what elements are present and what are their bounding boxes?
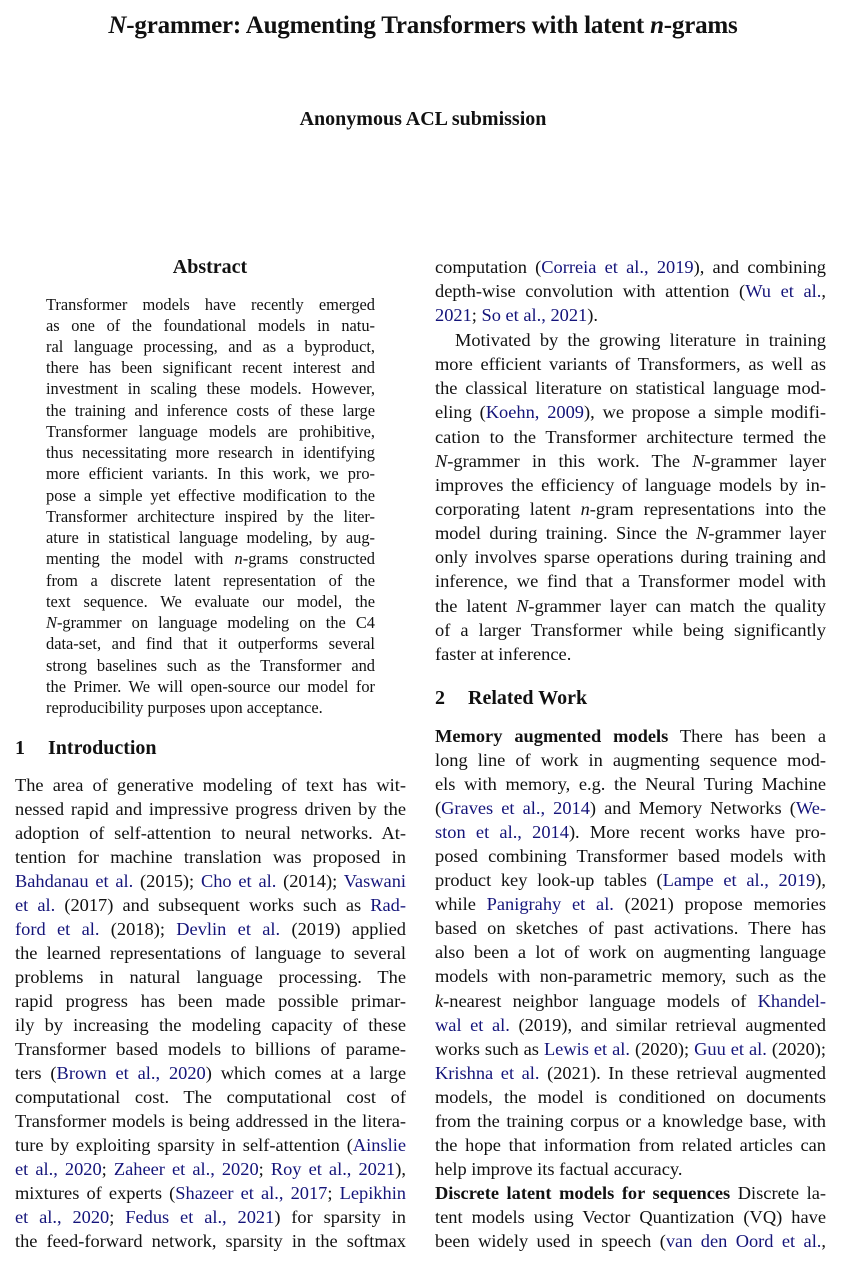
related-line: [435, 724, 826, 748]
text-run: ) and Memory Networks (: [589, 798, 796, 818]
related-line: long line of work in augmenting sequence mod-: [435, 750, 826, 770]
text-run: ;: [258, 1159, 271, 1179]
related-line: [435, 1229, 826, 1253]
citation-link[interactable]: Lepikhin: [339, 1183, 407, 1203]
abstract-line: [46, 548, 375, 569]
intro-line: [15, 1205, 406, 1229]
citation-link[interactable]: Devlin et al.: [176, 919, 281, 939]
text-run: (2019), and similar retrieval augmented: [509, 1015, 826, 1035]
intro-line: improves the efficiency of language models by in-: [435, 475, 826, 495]
related-line: [435, 1037, 826, 1061]
intro-line: ily by increasing the modeling capacity of these: [15, 1015, 406, 1035]
intro-line: [15, 1157, 406, 1181]
intro-line: computational cost. The computational cost of: [15, 1087, 406, 1107]
abstract-line: text sequence. We evaluate our model, the: [46, 592, 375, 611]
math-N: N: [696, 523, 709, 543]
math-n: n: [234, 549, 243, 568]
text-run: (: [435, 798, 442, 818]
intro-line: [435, 303, 826, 327]
citation-link[interactable]: et al., 2020: [15, 1207, 110, 1227]
text-run: menting the model with: [46, 549, 235, 568]
citation-link[interactable]: Panigrahy et al.: [486, 894, 614, 914]
citation-link[interactable]: Lewis et al.: [543, 1039, 630, 1059]
text-run: -grammer in this work. The: [447, 451, 693, 471]
intro-line: tention for machine translation was proposed in: [15, 847, 406, 867]
abstract-line: as one of the foundational models in natu-: [46, 316, 375, 335]
intro-line: the feed-forward network, sparsity in the softmax: [15, 1231, 406, 1251]
abstract-heading: Abstract: [172, 256, 248, 278]
author-line: Anonymous ACL submission: [299, 108, 547, 130]
related-line: [435, 820, 826, 844]
abstract-line: strong baselines such as the Transformer and: [46, 656, 375, 675]
related-line: tent models using Vector Quantization (VQ) have: [435, 1207, 826, 1227]
text-run: ;: [101, 1159, 114, 1179]
related-line: from the training corpus or a knowledge base, with: [435, 1111, 826, 1131]
text-run: corporating latent: [435, 499, 581, 519]
citation-link[interactable]: Krishna et al.: [435, 1063, 540, 1083]
text-run: ,: [821, 281, 826, 301]
intro-line: adoption of self-attention to neural networks. At-: [15, 823, 406, 843]
section-heading-related-work: [435, 685, 587, 711]
intro-line: inference, we find that a Transformer model with: [435, 571, 826, 591]
related-line: also been a lot of work on augmenting language: [435, 942, 826, 962]
related-line: [435, 796, 826, 820]
text-run: -nearest neighbor language models of: [443, 991, 758, 1011]
related-line: posed combining Transformer based models with: [435, 846, 826, 866]
intro-line: [435, 279, 826, 303]
text-run: ).: [587, 305, 598, 325]
intro-line: faster at inference.: [435, 644, 572, 664]
text-run: (2021). In these retrieval augmented: [539, 1063, 826, 1083]
intro-line: the classical literature on statistical language mod-: [435, 378, 826, 398]
intro-line: [15, 1133, 406, 1157]
text-run: computation (: [435, 257, 542, 277]
text-run: product key look-up tables (: [435, 870, 663, 890]
text-run: ;: [109, 1207, 126, 1227]
citation-link[interactable]: Correia et al., 2019: [541, 257, 694, 277]
citation-link[interactable]: Roy et al., 2021: [270, 1159, 396, 1179]
citation-link[interactable]: Fedus et al., 2021: [125, 1207, 275, 1227]
intro-line: problems in natural language processing. The: [15, 967, 406, 987]
text-run: ;: [327, 1183, 340, 1203]
math-N: N: [692, 451, 705, 471]
section-number: 1: [15, 737, 25, 759]
section-number: 2: [435, 687, 445, 709]
text-run: -grammer on language modeling on the C4: [56, 613, 375, 632]
related-line: [435, 892, 826, 916]
text-run: ,: [821, 1231, 827, 1251]
related-line: els with memory, e.g. the Neural Turing Machine: [435, 774, 826, 794]
abstract-line: the Primer. We will open-source our model for: [46, 677, 375, 696]
math-N: N: [516, 596, 529, 616]
abstract-line: thus necessitating more research in identifying: [46, 443, 375, 462]
abstract-line: Transformer architecture inspired by the liter-: [46, 507, 375, 526]
citation-link[interactable]: Cho et al.: [200, 871, 277, 891]
text-run: the latent: [435, 596, 517, 616]
citation-link[interactable]: Lampe et al., 2019: [662, 870, 816, 890]
citation-link[interactable]: van den Oord et al.: [665, 1231, 822, 1251]
citation-link[interactable]: et al., 2020: [15, 1159, 102, 1179]
intro-line: only involves sparse operations during training and: [435, 547, 826, 567]
section-heading-introduction: [15, 735, 157, 761]
intro-line: [15, 869, 406, 893]
citation-link[interactable]: Guu et al.: [694, 1039, 767, 1059]
text-run: ters (: [15, 1063, 57, 1083]
related-line: the hope that information from related articles can: [435, 1135, 826, 1155]
citation-link[interactable]: So et al., 2021: [481, 305, 588, 325]
text-run: ). More recent works have pro-: [568, 822, 826, 842]
intro-line: [435, 255, 826, 279]
citation-link[interactable]: et al.: [15, 895, 56, 915]
intro-line: Motivated by the growing literature in training: [455, 330, 826, 350]
text-run: -grams constructed: [242, 549, 375, 568]
citation-link[interactable]: wal et al.: [435, 1015, 510, 1035]
abstract-line: Transformer models have recently emerged: [46, 295, 375, 314]
intro-line: Transformer based models to billions of parame-: [15, 1039, 406, 1059]
text-run: ),: [395, 1159, 406, 1179]
intro-line: [435, 594, 826, 618]
intro-line: [435, 521, 826, 545]
related-line: [435, 989, 826, 1013]
text-run: (2019) applied: [280, 919, 406, 939]
citation-link[interactable]: Vaswani: [343, 871, 406, 891]
text-run: mixtures of experts (: [15, 1183, 176, 1203]
abstract-line: pose a simple yet effective modification to the: [46, 486, 375, 505]
citation-link[interactable]: Koehn, 2009: [485, 402, 585, 422]
related-line: [435, 1181, 826, 1205]
intro-line: [435, 497, 826, 521]
section-title: Introduction: [48, 737, 157, 759]
intro-line: [435, 400, 826, 424]
text-run: -grammer layer: [708, 523, 826, 543]
text-run: (2018);: [99, 919, 177, 939]
citation-link[interactable]: Brown et al., 2020: [56, 1063, 206, 1083]
related-line: models with non-parametric memory, such as the: [435, 966, 826, 986]
abstract-line: there has been significant recent interest and: [46, 358, 375, 377]
intro-line: [15, 893, 406, 917]
abstract-line: the training and inference costs of these large: [46, 401, 375, 420]
intro-line: more efficient variants of Transformers, as well as: [435, 354, 826, 374]
related-line: [435, 1013, 826, 1037]
text-run: ;: [471, 305, 482, 325]
citation-link[interactable]: Bahdanau et al.: [15, 871, 134, 891]
text-run: ) which comes at a large: [205, 1063, 406, 1083]
citation-link[interactable]: We-: [795, 798, 826, 818]
text-run: (2021) propose memories: [613, 894, 826, 914]
section-title: Related Work: [468, 687, 588, 709]
intro-line: [15, 917, 406, 941]
related-line: [435, 868, 826, 892]
text-run: Discrete la-: [730, 1183, 826, 1203]
citation-link[interactable]: ston et al., 2014: [435, 822, 569, 842]
text-run: while: [435, 894, 487, 914]
citation-link[interactable]: ford et al.: [15, 919, 100, 939]
text-run: There has been a: [668, 726, 826, 746]
paragraph-run-in-heading: Memory augmented models: [435, 726, 669, 746]
text-run: ), we propose a simple modifi-: [584, 402, 826, 422]
text-run: -grammer layer: [704, 451, 826, 471]
abstract-line: ral language processing, and as a byproduct,: [46, 337, 375, 356]
intro-line: [15, 1181, 406, 1205]
abstract-line: more efficient variants. In this work, we pro-: [46, 464, 375, 483]
title-part: n: [650, 12, 664, 39]
intro-line: the learned representations of language to several: [15, 943, 406, 963]
intro-line: nessed rapid and impressive progress driven by the: [15, 799, 406, 819]
intro-line: rapid progress has been made possible primar-: [15, 991, 406, 1011]
text-run: eling (: [435, 402, 486, 422]
abstract-line: reproducibility purposes upon acceptance.: [46, 698, 323, 717]
intro-line: The area of generative modeling of text has wit-: [15, 775, 406, 795]
text-run: ture by exploiting sparsity in self-attention (: [15, 1135, 353, 1155]
title-part: N: [108, 12, 127, 39]
math-k: k: [435, 991, 444, 1011]
abstract-line: [46, 612, 375, 633]
text-run: works such as: [435, 1039, 544, 1059]
text-run: (2014);: [276, 871, 344, 891]
text-run: ) for sparsity in: [274, 1207, 406, 1227]
title-part: -grammer: Augmenting Transformers with latent: [126, 12, 651, 39]
text-run: (2015);: [133, 871, 201, 891]
text-run: ), and combining: [693, 257, 826, 277]
math-N: N: [435, 451, 448, 471]
citation-link[interactable]: Wu et al.: [745, 281, 822, 301]
citation-link[interactable]: Shazeer et al., 2017: [175, 1183, 328, 1203]
abstract-line: data-set, and find that it outperforms several: [46, 634, 375, 653]
text-run: -gram representations into the: [589, 499, 826, 519]
intro-line: of a larger Transformer while being significantly: [435, 620, 826, 640]
title-part: -grams: [663, 12, 738, 39]
text-run: (2020);: [766, 1039, 826, 1059]
citation-link[interactable]: Zaheer et al., 2020: [113, 1159, 259, 1179]
paragraph-run-in-heading: Discrete latent models for sequences: [435, 1183, 731, 1203]
citation-link[interactable]: 2021: [435, 305, 472, 325]
text-run: (2017) and subsequent works such as: [55, 895, 371, 915]
math-n: n: [580, 499, 590, 519]
text-run: depth-wise convolution with attention (: [435, 281, 746, 301]
text-run: -grammer layer can match the quality: [528, 596, 827, 616]
text-run: ),: [815, 870, 826, 890]
text-run: been widely used in speech (: [435, 1231, 666, 1251]
intro-line: [435, 449, 826, 473]
abstract-line: investment in scaling these models. However,: [46, 379, 375, 398]
text-run: (2020);: [629, 1039, 695, 1059]
related-line: models, the model is conditioned on documents: [435, 1087, 826, 1107]
citation-link[interactable]: Khandel-: [757, 991, 826, 1011]
citation-link[interactable]: Graves et al., 2014: [441, 798, 590, 818]
related-line: based on sketches of past activations. There has: [435, 918, 826, 938]
text-run: model during training. Since the: [435, 523, 697, 543]
intro-line: [15, 1061, 406, 1085]
abstract-line: from a discrete latent representation of the: [46, 571, 375, 590]
abstract-line: Transformer language models are prohibitive,: [46, 422, 375, 441]
math-N: N: [46, 613, 57, 632]
citation-link[interactable]: Ainslie: [352, 1135, 406, 1155]
related-line: [435, 1061, 826, 1085]
intro-line: cation to the Transformer architecture termed the: [435, 427, 826, 447]
related-line: help improve its factual accuracy.: [435, 1159, 683, 1179]
citation-link[interactable]: Rad-: [370, 895, 406, 915]
intro-line: Transformer models is being addressed in the litera-: [15, 1111, 406, 1131]
abstract-line: ature in statistical language modeling, by aug-: [46, 528, 375, 547]
paper-title: [0, 10, 846, 42]
